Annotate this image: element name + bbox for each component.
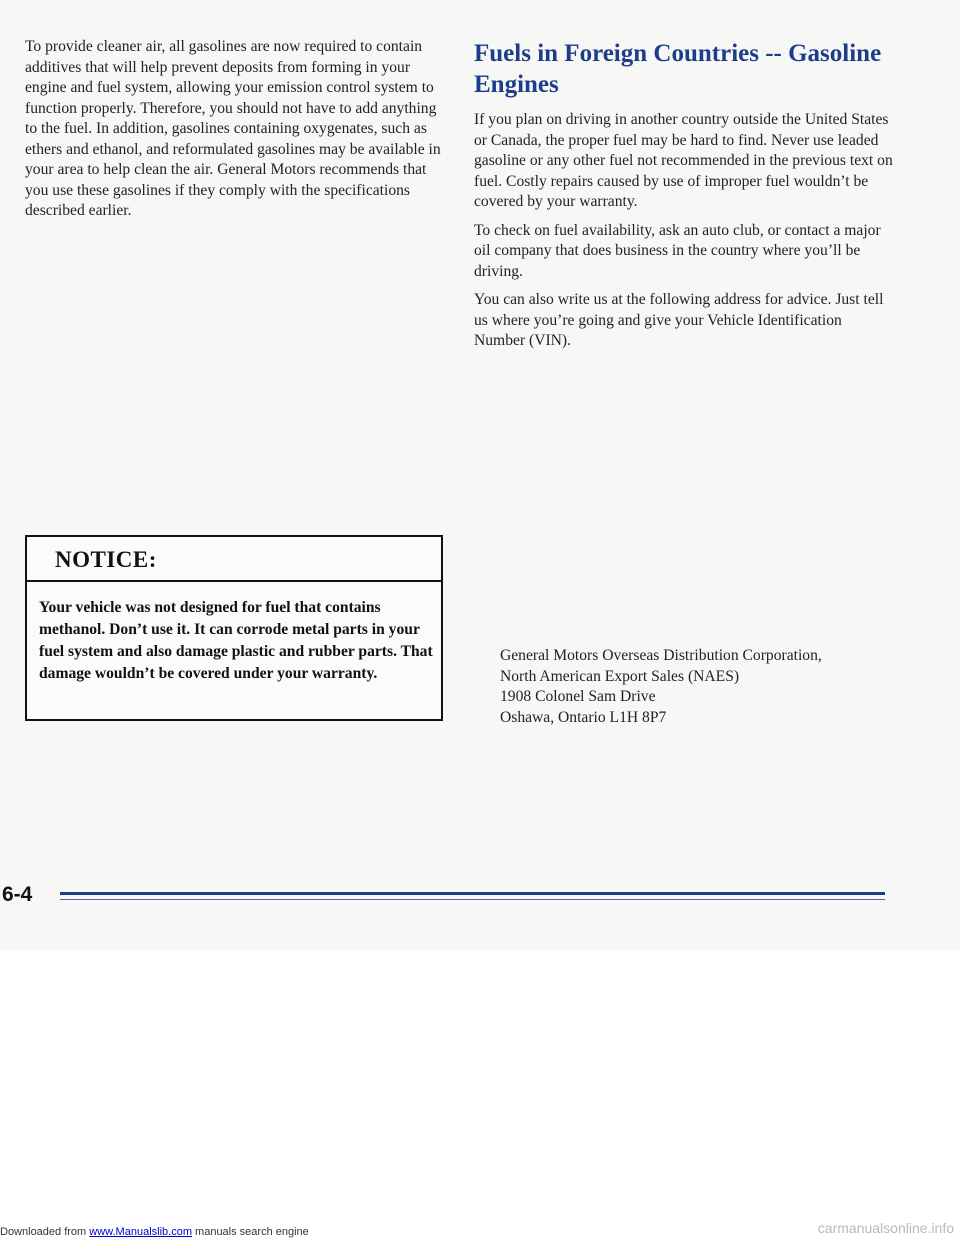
address-line: North American Export Sales (NAES) [500, 667, 740, 685]
left-column [25, 37, 445, 222]
paragraph-foreign-fuel: If you plan on driving in another country outside the United States or Canada, the proper fuel may be hard to find. Never use leaded gasoline or any other fuel not recommended in the previous text on fuel. Costly repairs caused by use of improper fuel wouldn’t be covered by your warranty. [474, 111, 893, 210]
page-number: 6-4 [2, 883, 33, 906]
intro-paragraph: To provide cleaner air, all gasolines are now required to contain additives that will help prevent deposits from forming in your engine and fuel system, allowing your emission control system to function properly. Therefore, you should not have to add anything to the fuel. In addition, gasolines containing oxygenates, such as ethers and ethanol, and reformulated gasolines may be available in your area to help clean the air. General Motors recommends that you use these gasolines if they comply with the specifications described earlier. [25, 38, 441, 219]
address-line: 1908 Colonel Sam Drive [500, 688, 656, 705]
address-line: General Motors Overseas Distribution Corporation, [500, 647, 822, 664]
footer-suffix: manuals search engine [191, 1226, 309, 1238]
footer-rule-thin [60, 899, 885, 900]
notice-body: Your vehicle was not designed for fuel that contains methanol. Don’t use it. It can corrode metal parts in your fuel system and also damage plastic and rubber parts. That damage wouldn’t be covered under your warranty. [39, 599, 433, 682]
download-footer [0, 1226, 309, 1238]
footer-rule-thick [60, 892, 885, 895]
right-column [474, 38, 894, 352]
address-block [500, 646, 920, 728]
address-line: Oshawa, Ontario L1H 8P7 [500, 708, 667, 726]
manualslib-link[interactable]: www.Manualslib.com [89, 1226, 192, 1238]
notice-title: NOTICE: [27, 537, 441, 582]
section-heading: Fuels in Foreign Countries -- Gasoline Engines [474, 40, 882, 98]
paragraph-fuel-availability: To check on fuel availability, ask an auto club, or contact a major oil company that does business in the country where you’ll be driving. [474, 221, 881, 280]
watermark-text: carmanualsonline.info [817, 1220, 954, 1236]
paragraph-write-us: You can also write us at the following address for advice. Just tell us where you’re going and give your Vehicle Identification Number (VIN). [474, 291, 884, 349]
notice-box [25, 535, 443, 721]
footer-prefix: Downloaded from [0, 1226, 90, 1238]
